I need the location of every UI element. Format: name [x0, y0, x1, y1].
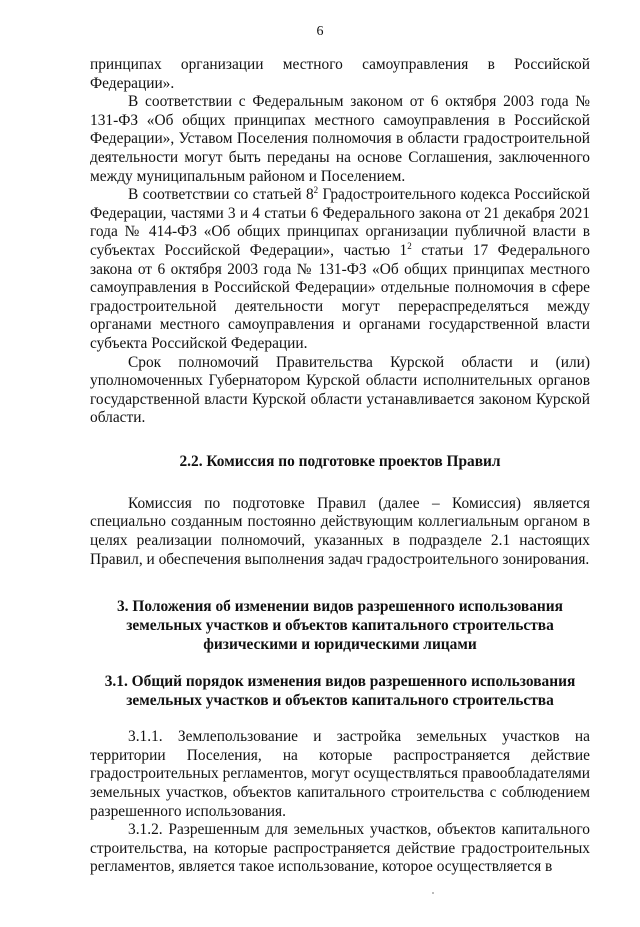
paragraph-article-8-part1: В соответствии со статьей 8 [128, 186, 314, 204]
paragraph-term-of-powers: Срок полномочий Правительства Курской области и (или) уполномоченных Губернатором Курской области исполнительных органов государственной власти Курской области устанавливается законом Курской области. [90, 353, 590, 427]
paragraph-federation-principles: принципах организации местного самоуправления в Российской Федерации». [90, 56, 590, 92]
paragraph-3-1-1: 3.1.1. Землепользование и застройка земельных участков на территории Поселения, на которые распространяется действие градостроительных регламентов, могут осуществляться правообладателями земельных участков, объектов капитального строительства с соблюдением разрешенного использования. [90, 728, 590, 820]
paragraph-article-8 [90, 186, 590, 353]
document-body [90, 56, 590, 877]
paragraph-article-8-part2: Градостроительного кодекса Российской Федерации, частями 3 и 4 статьи 6 Федерального закона от 21 декабря 2021 года № 414-ФЗ «Об общих принципах организации публичной власти в субъектах Российской Федерации», частью 1 [90, 186, 590, 259]
heading-2-2: 2.2. Комиссия по подготовке проектов Правил [179, 452, 501, 470]
heading-3: 3. Положения об изменении видов разрешенного использования земельных участков и объектов капитального строительства физическими и юридическими лицами [116, 598, 563, 654]
scan-artifact [432, 892, 434, 894]
heading-3-1: 3.1. Общий порядок изменения видов разрешенного использования земельных участков и объектов капитального строительства [104, 673, 576, 710]
superscript-2: 2 [313, 185, 319, 196]
paragraph-3-1-2: 3.1.2. Разрешенным для земельных участков, объектов капитального строительства, на которые распространяется действие градостроительных регламентов, является такое использование, которое осуществляется в [90, 821, 590, 876]
paragraph-law-131: В соответствии с Федеральным законом от 6 октября 2003 года № 131-ФЗ «Об общих принципах местного самоуправления в Российской Федерации», Уставом Поселения полномочия в области градостроительной деятельности могут быть переданы на основе Соглашения, заключенного между муниципальным районом и Поселением. [90, 93, 590, 185]
paragraph-commission: Комиссия по подготовке Правил (далее – Комиссия) является специально созданным постоянно действующим коллегиальным органом в целях реализации полномочий, указанных в подразделе 2.1 настоящих Правил, и обеспечения выполнения задач градостроительного зонирования. [90, 494, 590, 568]
page-number: 6 [316, 24, 324, 39]
paragraph-article-8-part3: статьи 17 Федерального закона от 6 октября 2003 года № 131-ФЗ «Об общих принципах местного самоуправления в Российской Федерации» отдельные полномочия в сфере градостроительной деятельности могут перераспределяться между органами местного самоуправления и органами государственной власти субъекта Российской Федерации. [90, 241, 590, 352]
superscript-2: 2 [407, 240, 412, 251]
